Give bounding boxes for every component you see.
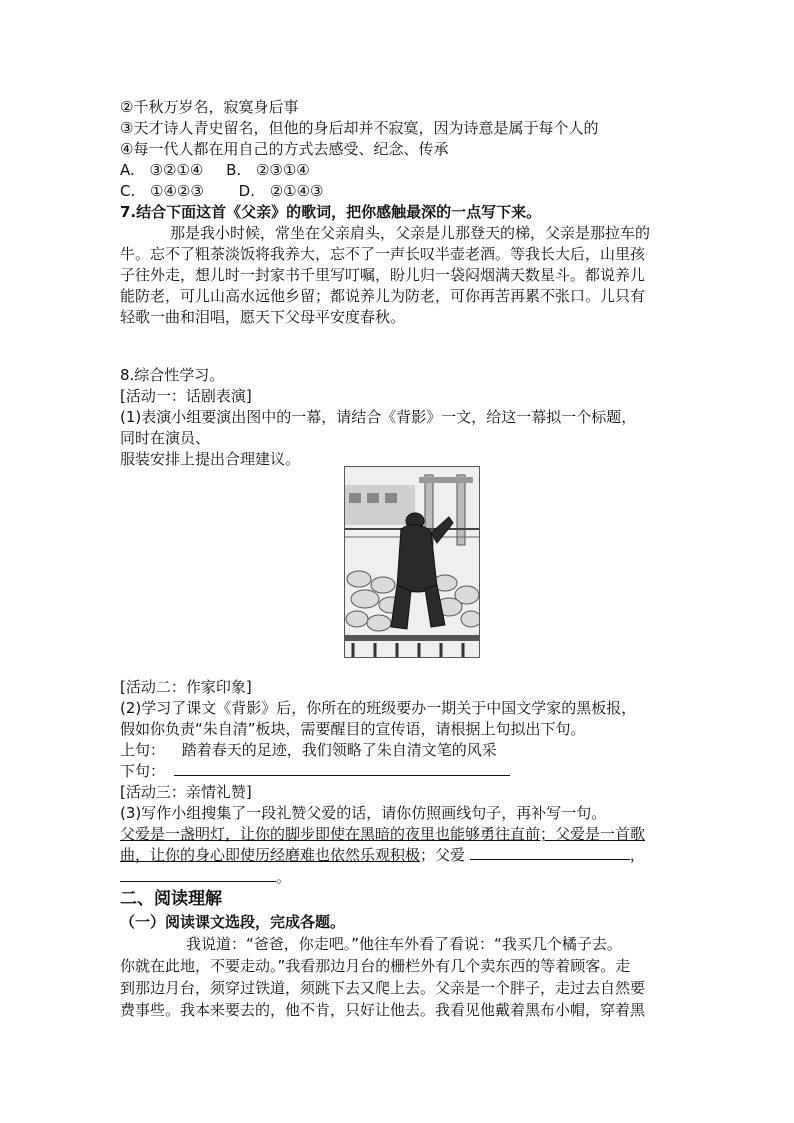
choice-d: ②①④③ (269, 182, 324, 200)
upper-couplet-text: 踏着春天的足迹，我们领略了朱自清文笔的风采 (181, 741, 497, 759)
lyrics-line: 那是我小时候，常坐在父亲肩头，父亲是儿那登天的梯，父亲是那拉车的 (170, 224, 651, 242)
choice-a-label: A. (120, 161, 135, 179)
passage-line: 你就在此地，不要走动。”我看那边月台的栅栏外有几个卖东西的等着顾客。走 (120, 957, 631, 975)
section-2-heading: 二、阅读理解 (120, 889, 222, 909)
lyrics-line: 轻歌一曲和泪唱，愿天下父母平安度春秋。 (120, 308, 406, 326)
father-love-answer-blank-2[interactable] (120, 867, 276, 882)
q8-comma: ， (629, 846, 645, 864)
q8-part1-line: (1)表演小组要演出图中的一幕，请结合《背影》一文，给这一幕拟一个标题， (120, 408, 637, 426)
activity-2-heading: [活动二：作家印象] (120, 678, 252, 696)
choice-b-label: B. (226, 161, 242, 179)
section-2-subheading: （一）阅读课文选段，完成各题。 (120, 913, 346, 931)
question-8-title: 8.综合性学习。 (120, 366, 225, 384)
activity-3-heading: [活动三：亲情礼赞] (120, 783, 252, 801)
option-item-3: ③天才诗人青史留名，但他的身后却并不寂寞，因为诗意是属于每个人的 (120, 119, 599, 137)
choice-a: ③②①④ (149, 161, 204, 179)
lower-couplet-answer-blank[interactable] (174, 761, 510, 776)
lyrics-line: 牛。忘不了粗茶淡饭将我养大，忘不了一声长叹半壶老酒。等我长大后，山里孩 (120, 245, 646, 263)
choice-b: ②③①④ (255, 161, 310, 179)
choice-row-ab (120, 159, 310, 181)
option-item-4: ④每一代人都在用自己的方式去感受、纪念、传承 (120, 140, 449, 158)
upper-couplet-label: 上句： (120, 741, 166, 759)
q8-underlined-sentence: 父爱是一盏明灯，让你的脚步即使在黑暗的夜里也能够勇往直前；父爱是一首歌 (120, 825, 646, 843)
lower-couplet-label: 下句： (120, 762, 166, 780)
question-7-prompt: 7.结合下面这首《父亲》的歌词，把你感触最深的一点写下来。 (120, 203, 542, 221)
q8-part3-line: (3)写作小组搜集了一段礼赞父爱的话，请你仿照画线句子，再补写一句。 (120, 804, 607, 822)
q8-end: 。 (276, 868, 292, 886)
passage-line: 我说道：“爸爸，你走吧。”他往车外看了看说：“我买几个橘子去。 (186, 935, 622, 953)
choice-row-cd (120, 180, 324, 202)
q8-part1-line: 服装安排上提出合理建议。 (120, 450, 301, 468)
q8-part2-line: (2)学习了课文《背影》后，你所在的班级要办一期关于中国文学家的黑板报， (120, 699, 637, 717)
activity-1-heading: [活动一：话剧表演] (120, 387, 252, 405)
q8-tail: ；父爱 (420, 846, 466, 864)
choice-c: ①④②③ (150, 182, 204, 200)
passage-line: 费事些。我本来要去的，他不肯，只好让他去。我看见他戴着黑布小帽，穿着黑 (120, 1001, 646, 1019)
q8-part2-line: 假如你负责“朱自清”板块，需要醒目的宣传语，请根据上句拟出下句。 (120, 720, 586, 738)
upper-couplet (120, 739, 497, 761)
passage-line: 到那边月台，须穿过铁道，须跳下去又爬上去。父亲是一个胖子，走过去自然要 (120, 979, 646, 997)
lower-couplet (120, 760, 510, 782)
q8-underlined-sentence-end: 曲，让你的身心即使历经磨难也依然乐观积极 (120, 846, 421, 864)
q8-second-blank-line (120, 866, 291, 888)
lyrics-line: 子往外走，想儿时一封家书千里写叮嘱，盼儿归一袋闷烟满天数星斗。都说养儿 (120, 266, 646, 284)
choice-d-label: D. (238, 182, 255, 200)
q8-part1-line: 同时在演员、 (120, 429, 211, 447)
choice-c-label: C. (120, 182, 136, 200)
lyrics-line: 能防老，可儿山高水远他乡留；都说养儿为防老，可你再苦再累不张口。儿只有 (120, 287, 646, 305)
father-back-illustration (344, 466, 480, 658)
father-love-answer-blank[interactable] (470, 845, 630, 860)
father-back-drawing (345, 467, 479, 657)
option-item-2: ②千秋万岁名，寂寞身后事 (120, 98, 299, 116)
q8-part3-continuation (120, 844, 645, 866)
